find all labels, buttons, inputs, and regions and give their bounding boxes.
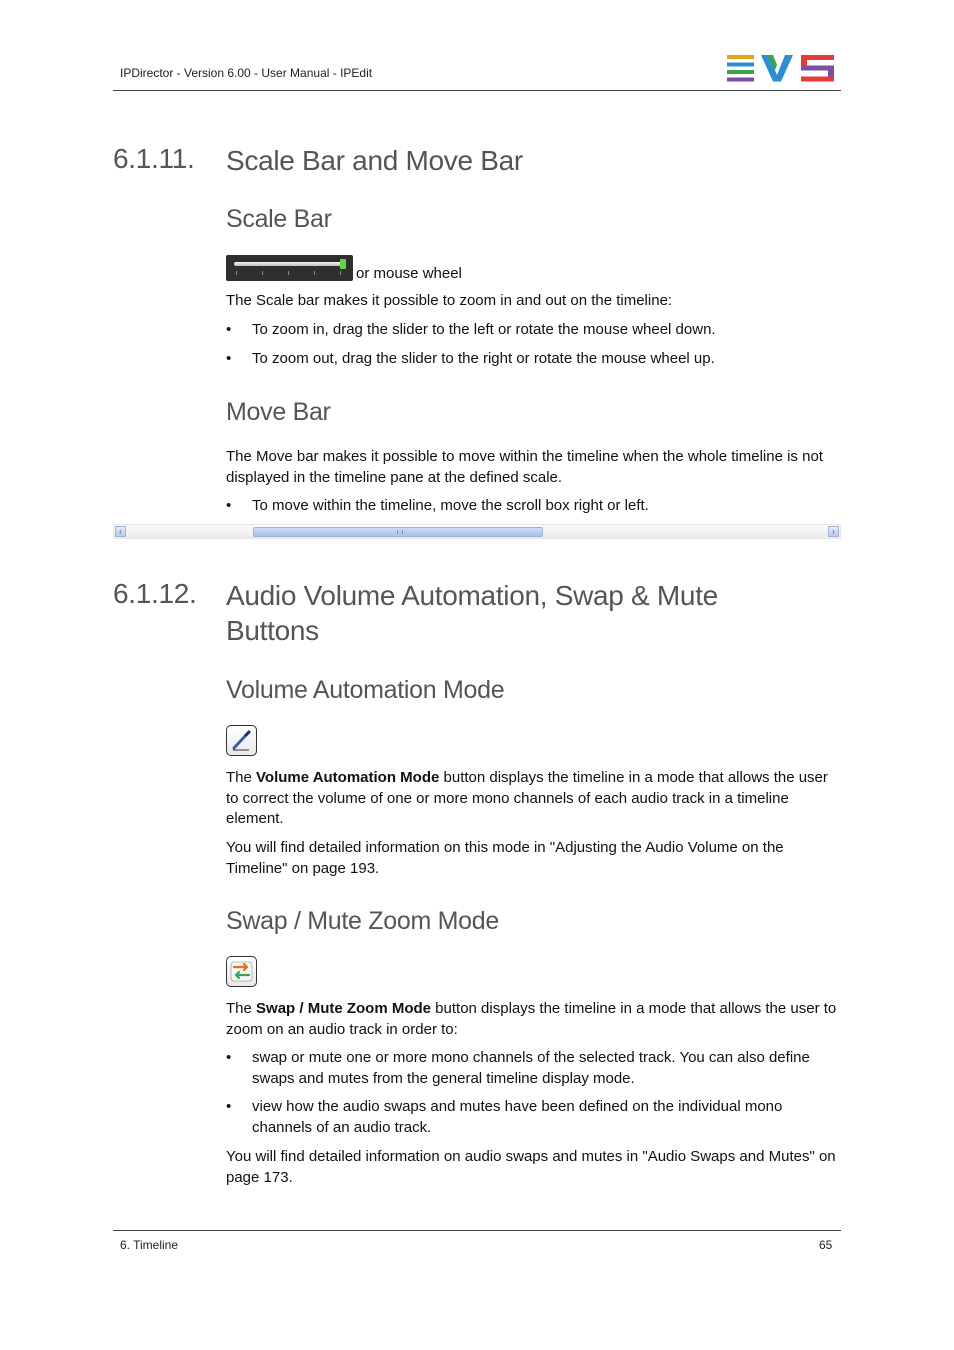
- pen-icon: [227, 726, 256, 755]
- section-title: Audio Volume Automation, Swap & Mute Buttons: [226, 580, 718, 646]
- scale-bar-thumb[interactable]: [340, 259, 346, 269]
- list-item: [226, 496, 841, 517]
- volume-automation-reference: You will find detailed information on this mode in "Adjusting the Audio Volume on the Timeline" on page 193.: [226, 839, 784, 877]
- evs-logo: [727, 54, 834, 82]
- list-item-text: view how the audio swaps and mutes have been defined on the individual mono channels of an audio track.: [252, 1098, 783, 1136]
- scale-tick: [236, 271, 237, 275]
- move-bar-intro: The Move bar makes it possible to move within the timeline when the whole timeline is not displayed in the timeline pane at the defined scale.: [226, 448, 823, 486]
- bullet-symbol: •: [226, 321, 232, 338]
- list-item: [226, 1048, 841, 1090]
- bullet-symbol: •: [226, 350, 232, 367]
- scale-tick: [340, 271, 341, 275]
- bullet-symbol: •: [226, 1049, 232, 1066]
- running-header: IPDirector - Version 6.00 - User Manual - IPEdit: [120, 66, 373, 80]
- button-name: Volume Automation Mode: [256, 769, 440, 786]
- swap-mute-reference: You will find detailed information on audio swaps and mutes in "Audio Swaps and Mutes" on page 173.: [226, 1148, 836, 1186]
- scale-bar-intro: The Scale bar makes it possible to zoom in and out on the timeline:: [226, 292, 673, 309]
- list-item: [226, 1097, 841, 1139]
- list-item: [226, 320, 841, 341]
- section-number: 6.1.12.: [113, 578, 197, 609]
- list-item-text: To zoom out, drag the slider to the right or rotate the mouse wheel up.: [252, 350, 715, 367]
- move-bar-scroll-box[interactable]: [253, 527, 543, 537]
- text-run: The: [226, 769, 257, 786]
- scroll-left-arrow-icon[interactable]: ‹: [115, 526, 126, 537]
- move-bar-heading: Move Bar: [226, 398, 331, 426]
- scale-bar-track: [234, 262, 344, 266]
- scroll-right-arrow-icon[interactable]: ›: [828, 526, 839, 537]
- section-heading-6-1-12: [113, 578, 813, 650]
- text-run: button displays the timeline in a mode that allows the user to zoom on an audio track in order to:: [226, 1000, 837, 1038]
- volume-automation-heading: Volume Automation Mode: [226, 676, 505, 704]
- scale-tick: [288, 271, 289, 275]
- swap-mute-zoom-button[interactable]: [226, 956, 257, 987]
- scale-bar-heading: Scale Bar: [226, 205, 332, 233]
- move-bar-scrollbar[interactable]: [113, 524, 841, 539]
- list-item-text: To zoom in, drag the slider to the left or rotate the mouse wheel down.: [252, 321, 716, 338]
- swap-mute-description: [226, 999, 841, 1040]
- swap-arrows-icon: [227, 957, 256, 986]
- swap-mute-heading: Swap / Mute Zoom Mode: [226, 907, 499, 935]
- footer-rule: [113, 1230, 841, 1231]
- list-item-text: swap or mute one or more mono channels of the selected track. You can also define swaps and mutes from the general timeline display mode.: [252, 1049, 810, 1087]
- text-run: The: [226, 1000, 257, 1017]
- section-heading-6-1-11: [113, 143, 813, 183]
- grip-icon: [397, 530, 403, 534]
- scale-bar-slider[interactable]: [226, 255, 353, 281]
- bullet-symbol: •: [226, 1098, 232, 1115]
- footer-chapter: 6. Timeline: [120, 1238, 179, 1252]
- volume-automation-description: [226, 768, 841, 830]
- scale-bar-caption: or mouse wheel: [356, 265, 462, 282]
- section-title: Scale Bar and Move Bar: [226, 145, 523, 176]
- header-rule: [113, 90, 841, 91]
- bullet-symbol: •: [226, 497, 232, 514]
- text-run: button displays the timeline in a mode that allows the user to correct the volume of one or more mono channels of each audio track in a timeline element.: [226, 769, 828, 827]
- list-item-text: To move within the timeline, move the scroll box right or left.: [252, 497, 649, 514]
- list-item: [226, 349, 841, 370]
- scale-tick: [262, 271, 263, 275]
- volume-automation-button[interactable]: [226, 725, 257, 756]
- section-number: 6.1.11.: [113, 143, 195, 174]
- button-name: Swap / Mute Zoom Mode: [256, 1000, 432, 1017]
- page-number: 65: [819, 1238, 833, 1252]
- scale-tick: [314, 271, 315, 275]
